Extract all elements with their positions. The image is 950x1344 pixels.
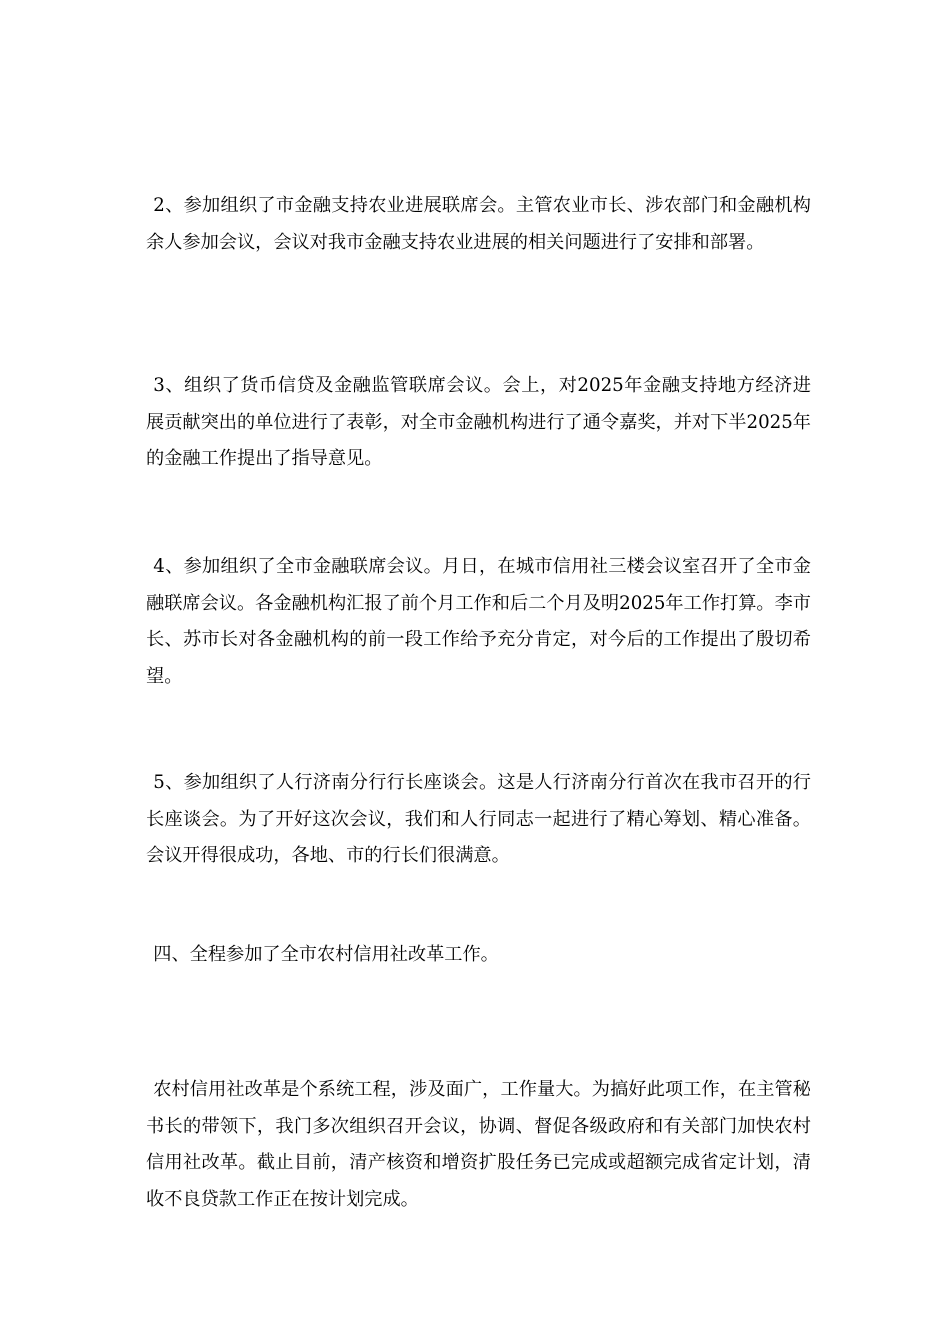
paragraph-item-2: 2、参加组织了市金融支持农业进展联席会。主管农业市长、涉农部门和金融机构余人参加会议，会议对我市金融支持农业进展的相关问题进行了安排和部署。 [146, 195, 811, 253]
paragraph-rural-credit-reform: 农村信用社改革是个系统工程，涉及面广，工作量大。为搞好此项工作，在主管秘书长的带领下，我门多次组织召开会议，协调、督促各级政府和有关部门加快农村信用社改革。截止目前，清产核资和增资扩股任务已完成或超额完成省定计划，清收不良贷款工作正在按计划完成。 [146, 1079, 811, 1210]
paragraph-item-5: 5、参加组织了人行济南分行行长座谈会。这是人行济南分行首次在我市召开的行长座谈会。为了开好这次会议，我们和人行同志一起进行了精心筹划、精心准备。会议开得很成功，各地、市的行长们很满意。 [146, 772, 811, 867]
paragraph-item-4: 4、参加组织了全市金融联席会议。月日，在城市信用社三楼会议室召开了全市金融联席会议。各金融机构汇报了前个月工作和后二个月及明2025年工作打算。李市长、苏市长对各金融机构的前一段工作给予充分肯定，对今后的工作提出了殷切希望。 [146, 556, 811, 687]
section-heading-four: 四、全程参加了全市农村信用社改革工作。 [153, 944, 499, 965]
paragraph-item-3: 3、组织了货币信贷及金融监管联席会议。会上，对2025年金融支持地方经济进展贡献突出的单位进行了表彰，对全市金融机构进行了通令嘉奖，并对下半2025年的金融工作提出了指导意见。 [146, 375, 811, 470]
